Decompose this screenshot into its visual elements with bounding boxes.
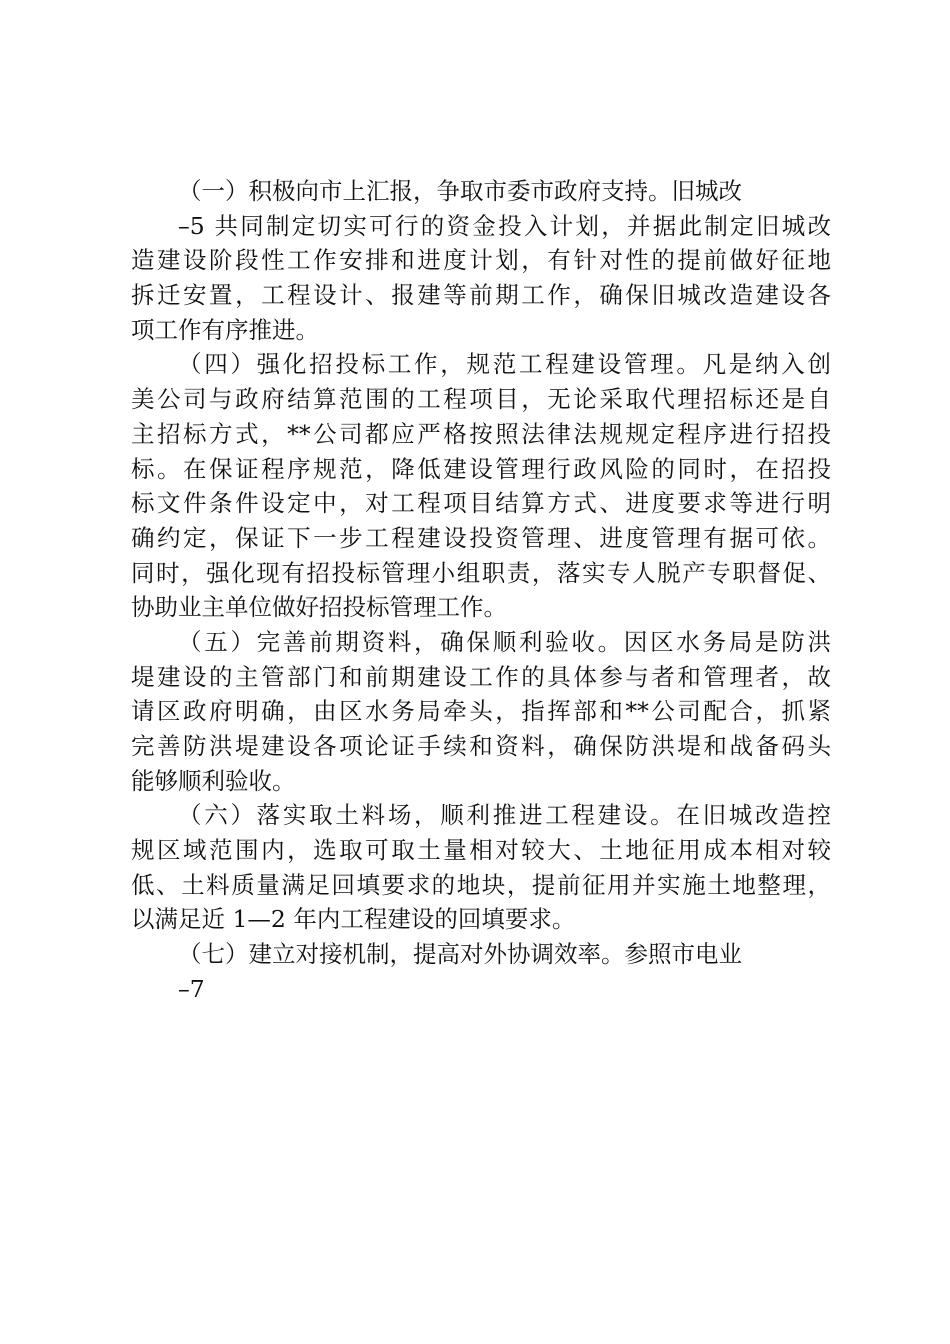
paragraph-1-line-5: 项工作有序推进。 [131,315,319,344]
paragraph-4-line-6: 确约定，保证下一步工程建设投资管理、进度管理有据可依。 [131,523,831,552]
paragraph-7-line-1: （七）建立对接机制，提高对外协调效率。参照市电业 [178,940,742,969]
paragraph-4-line-7: 同时，强化现有招投标管理小组职责，落实专人脱产专职督促、 [131,558,831,587]
paragraph-1-line-2: –5 共同制定切实可行的资金投入计划，并据此制定旧城改 [178,211,831,240]
paragraph-4-line-3: 主招标方式，**公司都应严格按照法律法规规定程序进行招投 [131,419,831,448]
paragraph-6-line-3: 低、土料质量满足回填要求的地块，提前征用并实施土地整理， [131,870,831,899]
paragraph-4-line-4: 标。在保证程序规范，降低建设管理行政风险的同时，在招投 [131,454,831,483]
document-body [131,174,831,1007]
paragraph-6-line-2: 规区域范围内，选取可取土量相对较大、土地征用成本相对较 [131,836,831,865]
paragraph-4-line-8: 协助业主单位做好招投标管理工作。 [131,593,507,622]
paragraph-6-line-1: （六）落实取土料场，顺利推进工程建设。在旧城改造控 [178,801,831,830]
paragraph-5-line-3: 请区政府明确，由区水务局牵头，指挥部和**公司配合，抓紧 [131,697,831,726]
paragraph-4-line-2: 美公司与政府结算范围的工程项目，无论采取代理招标还是自 [131,385,831,414]
paragraph-4-line-1: （四）强化招投标工作，规范工程建设管理。凡是纳入创 [178,350,831,379]
paragraph-1-line-3: 造建设阶段性工作安排和进度计划，有针对性的提前做好征地 [131,246,831,275]
paragraph-5-line-4: 完善防洪堤建设各项论证手续和资料，确保防洪堤和战备码头 [131,732,831,760]
paragraph-5-line-1: （五）完善前期资料，确保顺利验收。因区水务局是防洪 [178,627,831,656]
paragraph-4-line-5: 标文件条件设定中，对工程项目结算方式、进度要求等进行明 [131,489,831,518]
paragraph-1-line-4: 拆迁安置，工程设计、报建等前期工作，确保旧城改造建设各 [131,281,831,310]
page-number: –7 [178,974,205,1003]
paragraph-6-line-4: 以满足近 1—2 年内工程建设的回填要求。 [131,905,576,934]
paragraph-1-line-1: （一）积极向市上汇报，争取市委市政府支持。旧城改 [178,177,742,205]
paragraph-5-line-5: 能够顺利验收。 [131,766,296,795]
paragraph-5-line-2: 堤建设的主管部门和前期建设工作的具体参与者和管理者，故 [131,662,831,691]
